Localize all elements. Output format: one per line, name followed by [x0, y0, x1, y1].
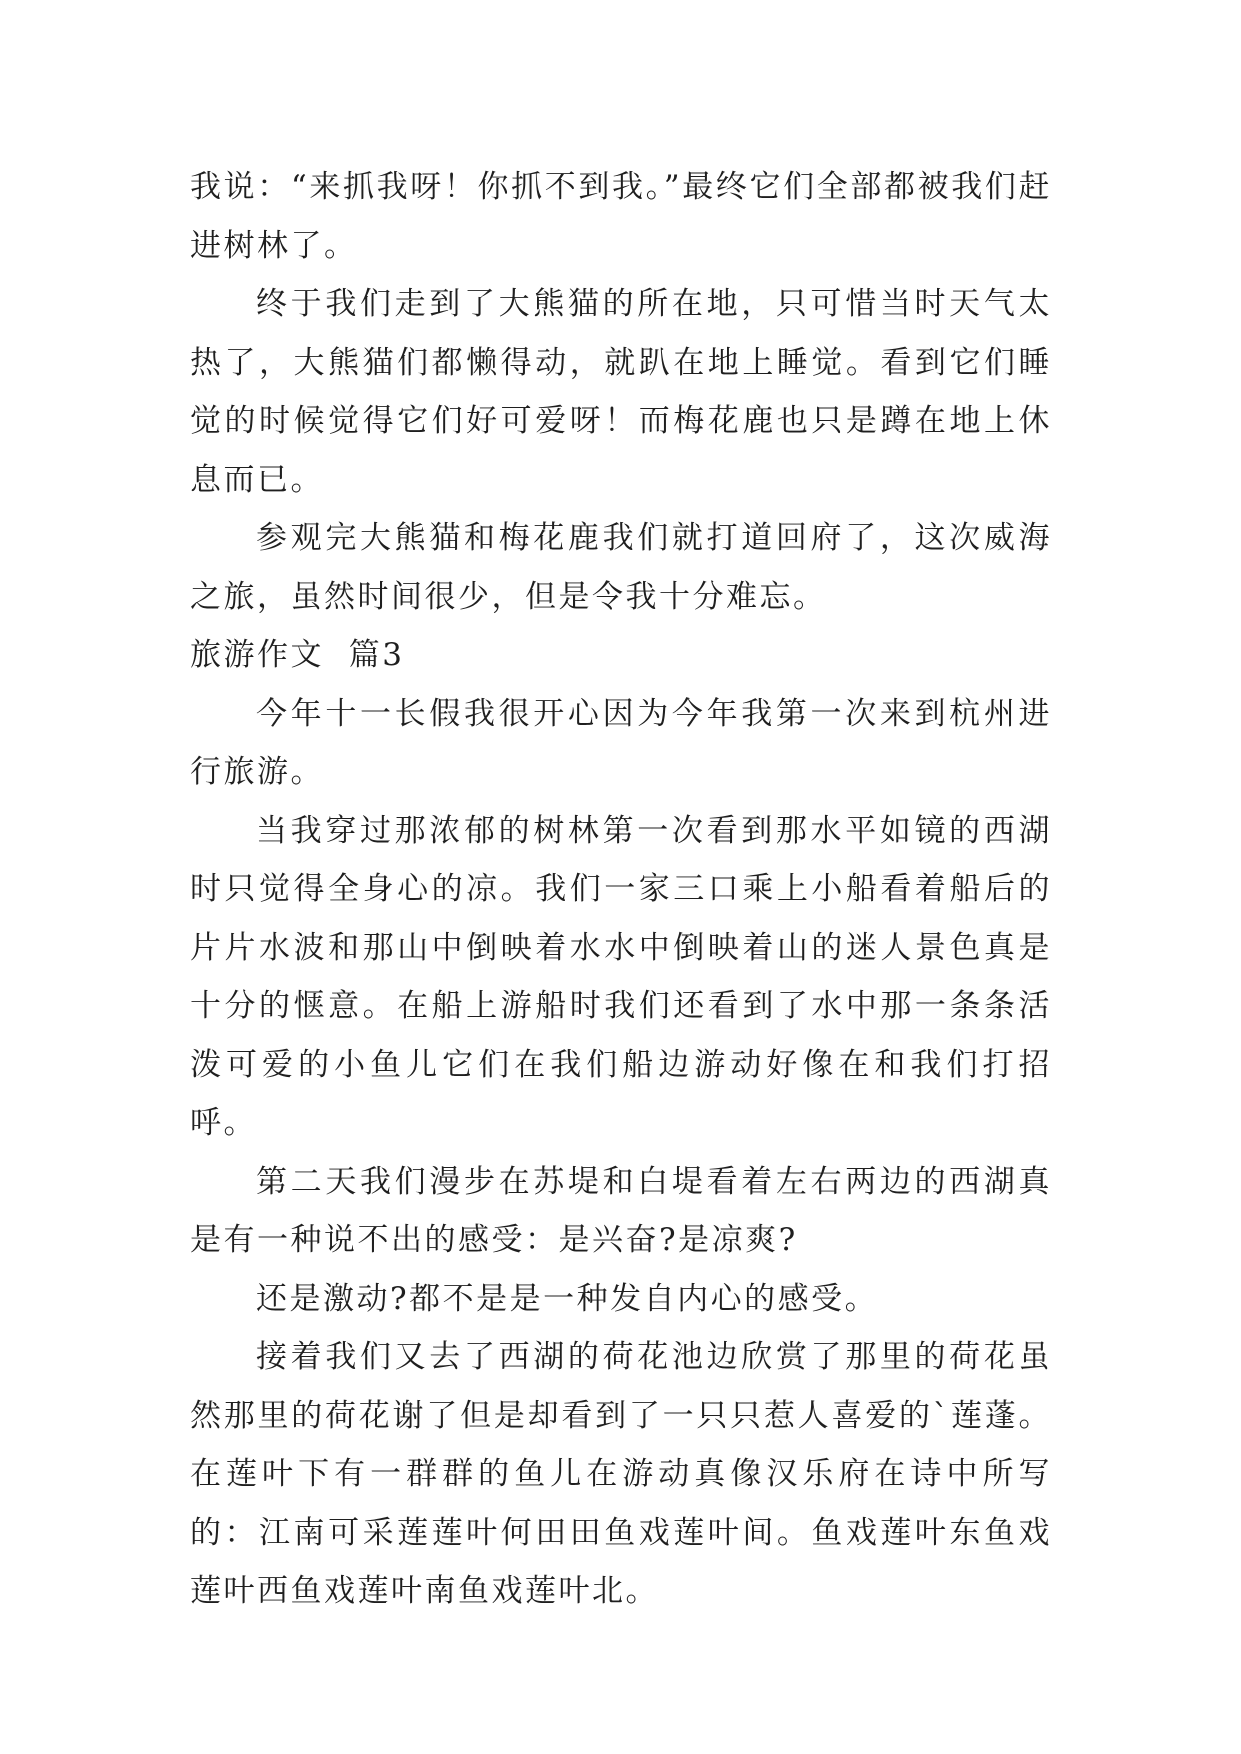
paragraph: 接着我们又去了西湖的荷花池边欣赏了那里的荷花虽然那里的荷花谢了但是却看到了一只只惹人喜爱的`莲蓬。在莲叶下有一群群的鱼儿在游动真像汉乐府在诗中所写的：江南可采莲莲叶何田田鱼戏莲叶间。鱼戏莲叶东鱼戏莲叶西鱼戏莲叶南鱼戏莲叶北。 [190, 1339, 1052, 1609]
document-body [190, 158, 1052, 1621]
section-heading: 旅游作文 篇3 [190, 637, 405, 673]
paragraph: 第二天我们漫步在苏堤和白堤看着左右两边的西湖真是有一种说不出的感受：是兴奋?是凉爽? [190, 1163, 1052, 1258]
paragraph: 还是激动?都不是是一种发自内心的感受。 [256, 1280, 879, 1317]
paragraph: 参观完大熊猫和梅花鹿我们就打道回府了，这次威海之旅，虽然时间很少，但是令我十分难忘。 [190, 520, 1052, 615]
paragraph: 当我穿过那浓郁的树林第一次看到那水平如镜的西湖时只觉得全身心的凉。我们一家三口乘上小船看着船后的片片水波和那山中倒映着水水中倒映着山的迷人景色真是十分的惬意。在船上游船时我们还看到了水中那一条条活泼可爱的小鱼儿它们在我们船边游动好像在和我们打招呼。 [190, 812, 1052, 1141]
paragraph: 我说：“来抓我呀！你抓不到我。”最终它们全部都被我们赶进树林了。 [190, 169, 1052, 264]
paragraph: 终于我们走到了大熊猫的所在地，只可惜当时天气太热了，大熊猫们都懒得动，就趴在地上睡觉。看到它们睡觉的时候觉得它们好可爱呀！而梅花鹿也只是蹲在地上休息而已。 [190, 286, 1052, 498]
paragraph: 今年十一长假我很开心因为今年我第一次来到杭州进行旅游。 [190, 695, 1052, 790]
